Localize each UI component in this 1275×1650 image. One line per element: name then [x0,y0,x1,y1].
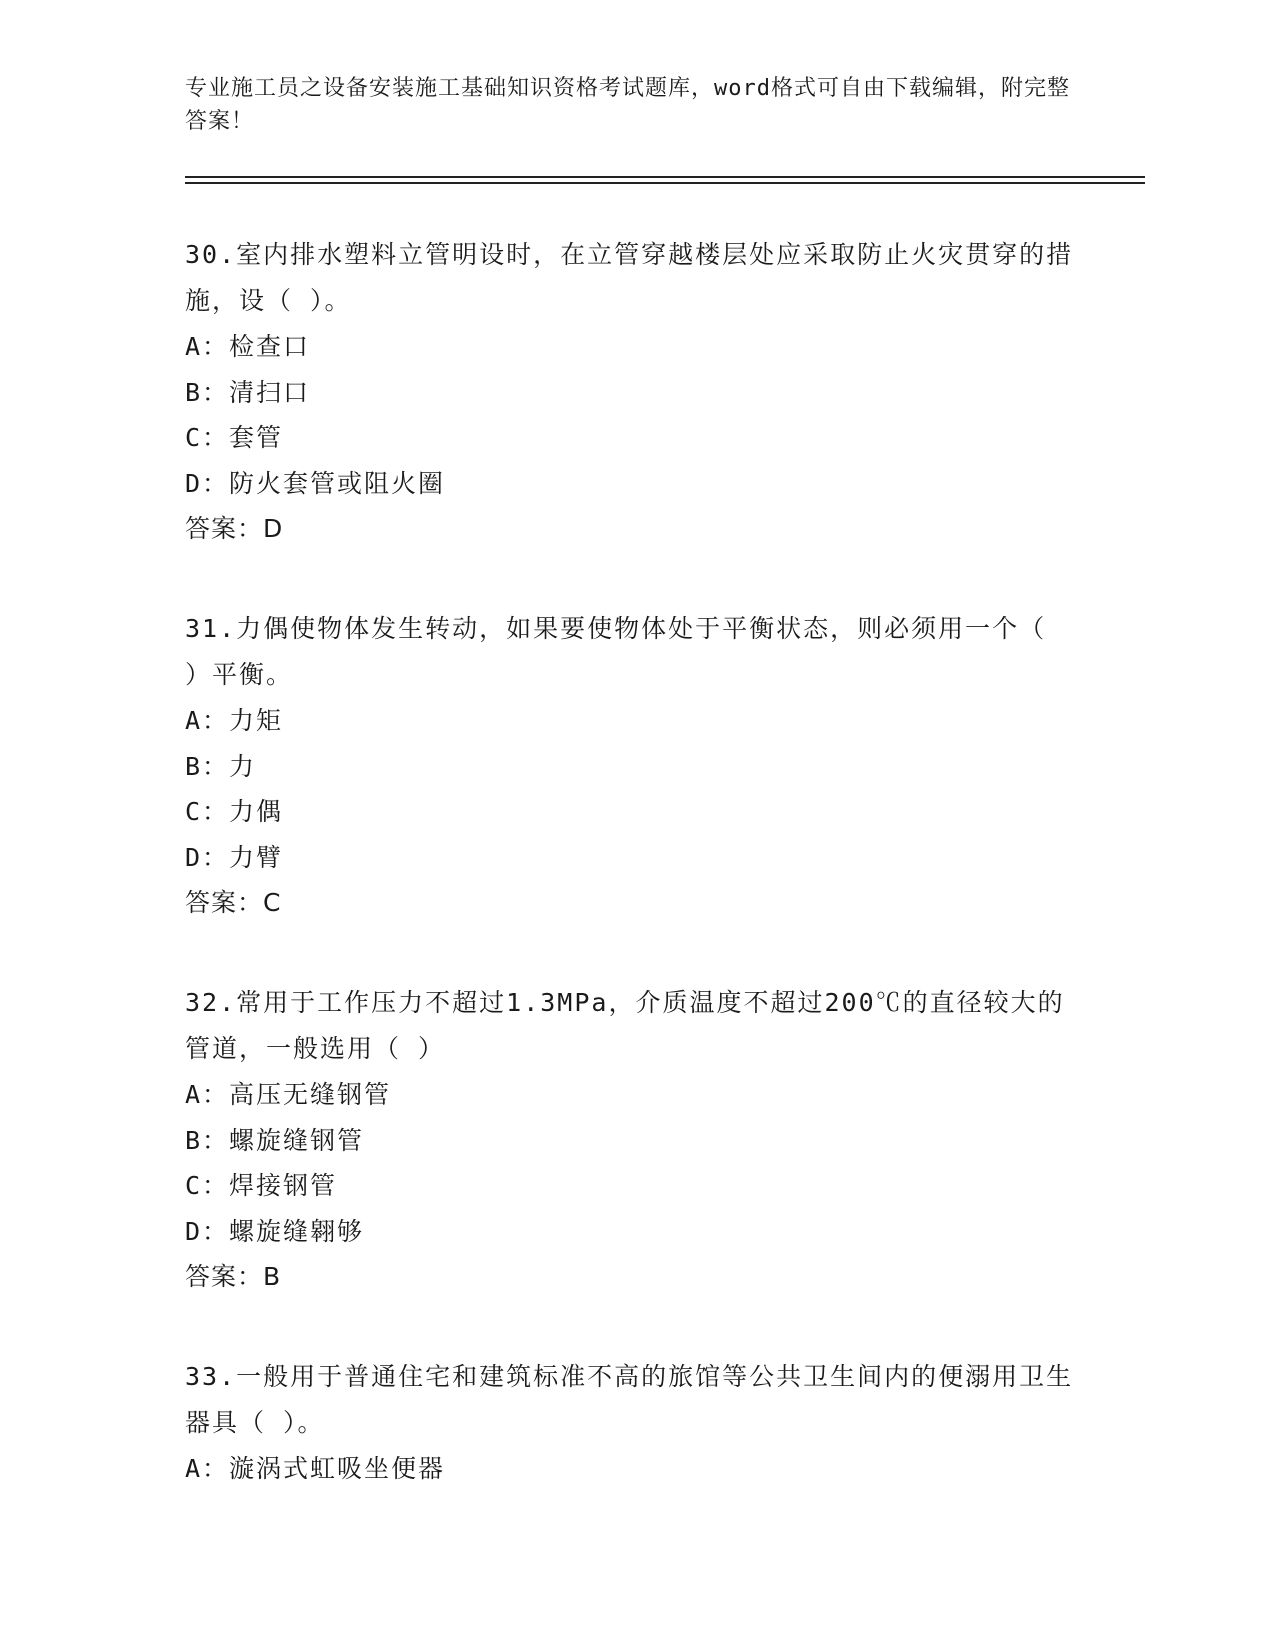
question-31 [185,606,1075,926]
option-a: A：力矩 [185,706,284,735]
option-a: A：高压无缝钢管 [185,1080,392,1109]
answer: 答案：D [185,514,284,543]
question-list [185,232,1075,1546]
question-33 [185,1354,1075,1492]
question-32 [185,980,1075,1300]
option-a: A：检查口 [185,332,311,361]
option-d: D：防火套管或阻火圈 [185,468,446,498]
option-c: C：套管 [185,423,284,452]
question-text: 30.室内排水塑料立管明设时，在立管穿越楼层处应采取防止火灾贯穿的措施，设（ ）。 [185,240,1074,315]
option-a: A：漩涡式虹吸坐便器 [185,1454,446,1483]
option-d: D：螺旋缝翱够 [185,1216,365,1246]
option-b: B：清扫口 [185,377,311,407]
document-header: 专业施工员之设备安装施工基础知识资格考试题库，word格式可自由下载编辑，附完整答案！ [185,76,1070,134]
question-text: 33.一般用于普通住宅和建筑标准不高的旅馆等公共卫生间内的便溺用卫生器具（ ）。 [185,1362,1074,1437]
option-d: D：力臂 [185,842,284,872]
option-b: B：螺旋缝钢管 [185,1125,365,1155]
question-30 [185,232,1075,552]
header-divider-bottom [185,182,1145,184]
header-divider-top [185,176,1145,178]
question-text: 32.常用于工作压力不超过1.3MPa，介质温度不超过200℃的直径较大的管道，一般选用（ ） [185,988,1065,1063]
answer: 答案：B [185,1262,282,1291]
question-text: 31.力偶使物体发生转动，如果要使物体处于平衡状态，则必须用一个（ ）平衡。 [185,614,1047,689]
option-b: B：力 [185,751,257,781]
answer: 答案：C [185,888,282,917]
option-c: C：焊接钢管 [185,1171,338,1200]
option-c: C：力偶 [185,797,284,826]
